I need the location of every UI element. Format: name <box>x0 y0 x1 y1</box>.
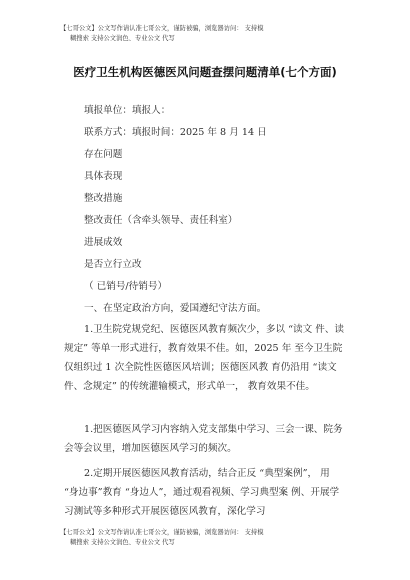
form-measure: 整改措施 <box>84 193 123 204</box>
footer-line-1: 【七哥公文】公文写作请认准七哥公文，谨防被骗，浏览器访问： 支持模 <box>60 529 264 536</box>
form-unit: 填报单位：填报人： <box>84 105 171 116</box>
paragraph-measure-2: 2.定期开展医德医风教育活动，结合正反 “典型案例”， 用 “身边事”教育 “身边人”，通过观看视频、学习典型案 例、开展学习测试等多种形式开展医德医风教育，深化学习 <box>64 468 340 517</box>
form-done: 是否立行立改 <box>84 259 142 270</box>
paragraph-measure-1: 1.把医德医风学习内容纳入党支部集中学习、三会一课、院务会等会议里，增加医德医风学习的频次。 <box>64 424 343 454</box>
section-heading-1: 一、在坚定政治方向，爱国遵纪守法方面。 <box>84 303 267 314</box>
header-line-1: 【七哥公文】公文写作请认准七哥公文，谨防被骗，浏览器访问： 支持模 <box>60 25 264 32</box>
form-status: （ 已销号/待销号） <box>84 281 168 292</box>
page-title: 医疗卫生机构医德医风问题查摆问题清单(七个方面) <box>73 65 337 79</box>
header-line-2: 糊搜索 支持公文润色、专业公文 代写 <box>70 35 175 42</box>
paragraph-problem-1: 1.卫生院党规党纪、医德医风教育频次少，多以 “读文 件、读规定” 等单一形式进行，教育效果不佳。如，2025 年 至今卫生院仅组织过 1 次全院性医德医风培训；医德医风教 育仍沿用 “读文件、念规定” 的传统灌输模式，形式单一， 教育效果不佳。 <box>64 324 345 392</box>
page-footer <box>60 528 360 548</box>
form-issue: 存在问题 <box>84 149 123 160</box>
form-contact: 联系方式：填报时间：2025 年 8 月 14 日 <box>84 127 267 138</box>
footer-line-2: 糊搜索 支持公文润色、专业公文 代写 <box>70 539 175 546</box>
form-detail: 具体表现 <box>84 171 123 182</box>
form-progress: 进展成效 <box>84 237 123 248</box>
page-header <box>60 24 360 44</box>
form-responsible: 整改责任（含牵头领导、责任科室） <box>84 215 238 226</box>
